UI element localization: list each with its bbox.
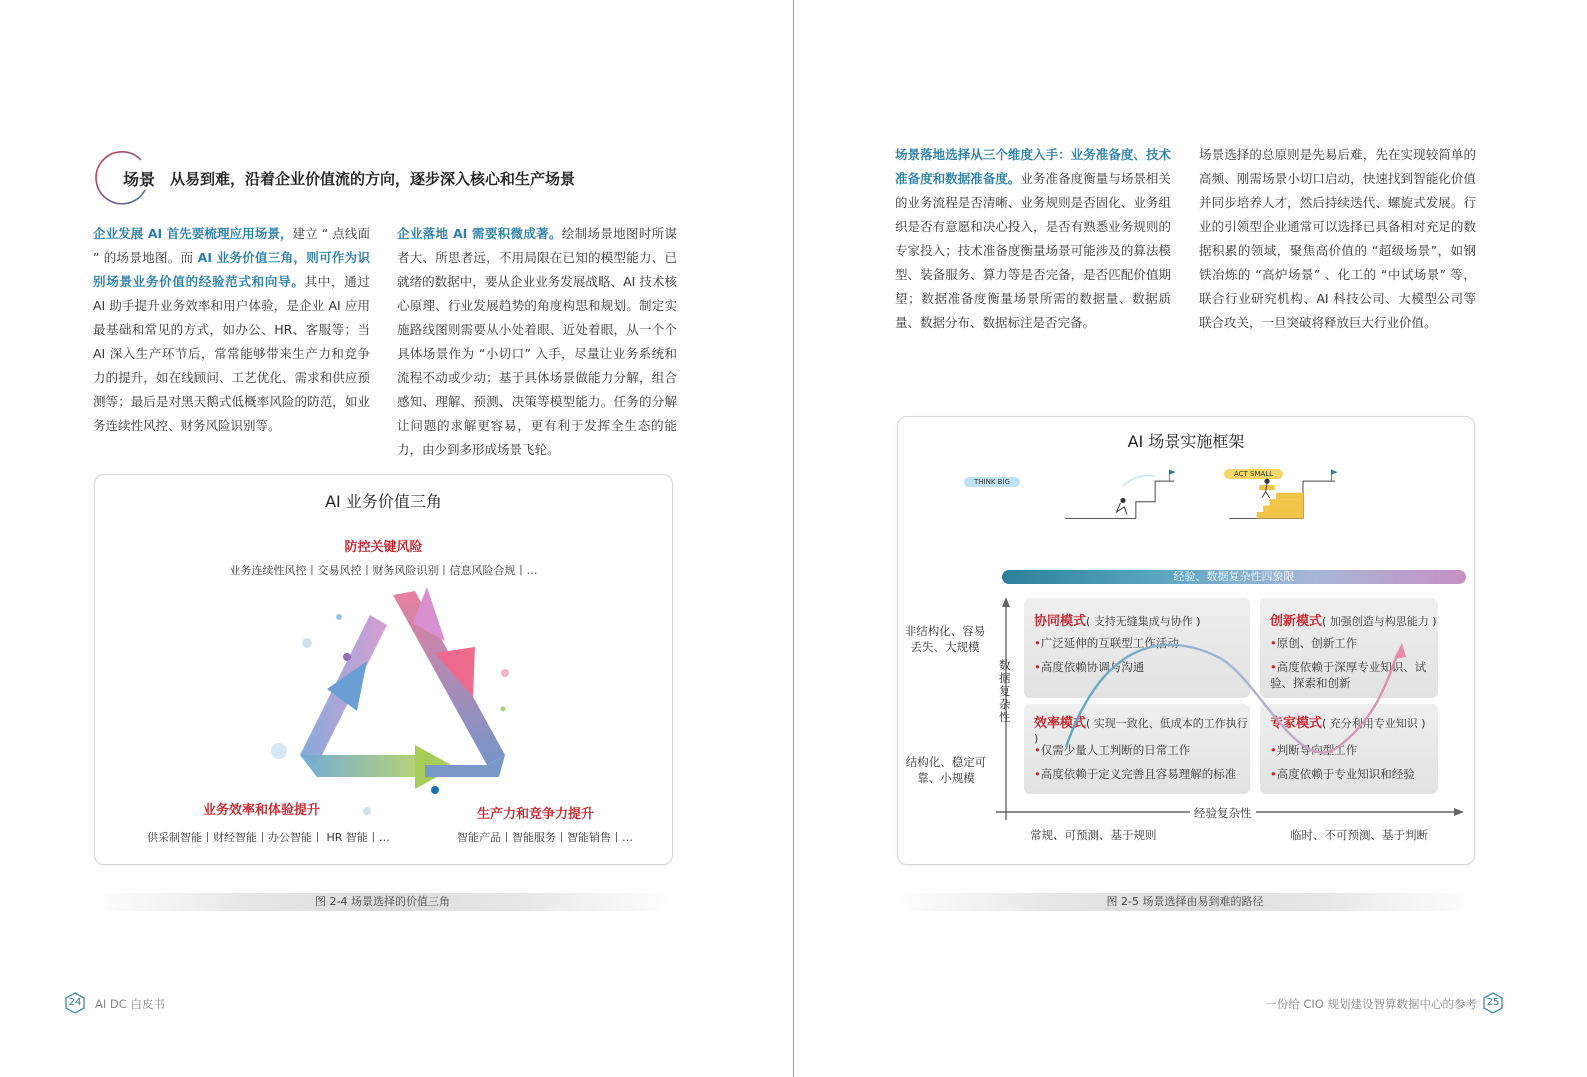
y-bottom-label: 结构化、稳定可靠、小规模 [905, 755, 987, 785]
figure-title: AI 业务价值三角 [325, 492, 442, 511]
efficiency-mode-box [1024, 704, 1250, 794]
mode-item: •判断导向型工作 [1270, 743, 1358, 757]
mode-name: 专家模式 [1270, 716, 1323, 731]
section-title: 从易到难，沿着企业价值流的方向，逐步深入核心和生产场景 [170, 170, 576, 188]
mode-sub: ( 实现一致化、低成本的工作执行 ) [1034, 717, 1248, 745]
right-page [794, 0, 1587, 1077]
mode-sub: ( 支持无缝集成与协作 ) [1086, 615, 1201, 628]
act-small-badge: ACT SMALL [1224, 469, 1283, 479]
left-col2-highlight: 企业落地 AI 需要积微成著。 [397, 226, 562, 241]
think-big-badge: THINK BIG [964, 477, 1020, 487]
section-header [95, 150, 715, 210]
right-col1-text [895, 143, 1171, 335]
section-label: 场景 [123, 170, 156, 189]
right-col2-body: 场景选择的总原则是先易后难，先在实现较简单的高频、刚需场景小切口启动，快速找到智能化价值并同步培养人才，然后持续迭代、螺旋式发展。行业的引领型企业通常可以选择已具备相对充足的数据积累的领域，聚焦高价值的 “超级场景”，如钢铁冶炼的 “高炉场景” 、化工的 “中试场景” 等，联合行业研究机构、AI 科技公司、大模型公司等联合攻关，一旦突破将释放巨大行业价值。 [1199, 147, 1476, 330]
mode-item: •高度依赖于定义完善且容易理解的标准 [1034, 767, 1237, 781]
right-col1-highlight: 场景落地选择从三个维度入手：业务准备度、技术准备度和数据准备度。 [895, 147, 1171, 186]
page-number: 25 [1486, 997, 1500, 1008]
left-col2-text-a: 绘制场景地图时所谋者大、所思者远，不用局限在已知的模型能力、已就绪的数据中，要从企业业务发展战略、AI 技术核心原理、行业发展趋势的角度构思和规划。制定实施路线图则需要从小处着眼、近处着眼，从一个个具体场景作为 “小切口” 入手，尽量让业务系统和流程不动或少动；基于具体场景做能力分解，组合感知、理解、预测、决策等模型能力。任务的分解让问题的求解更容易，更有利于发挥全生态的能力，由少到多形成场景飞轮。 [397, 226, 677, 457]
x-left-label: 常规、可预测、基于规则 [1030, 828, 1157, 842]
left-col1-highlight2: AI 业务价值三角，则可作为识别场景业务价值的经验范式和向导。 [93, 250, 370, 289]
footer-text: AI DC 白皮书 [95, 997, 165, 1011]
value-triangle-figure [94, 474, 673, 865]
left-col1-highlight: 企业发展 AI 首先要梳理应用场景， [93, 226, 293, 241]
y-axis-label: 数据复杂性 [999, 658, 1011, 724]
top-label: 防控关键风险 [344, 540, 423, 555]
left-items: 供采制智能丨财经智能丨办公智能丨 HR 智能丨… [147, 831, 390, 844]
left-col2-text [397, 222, 677, 462]
mode-item: •仅需少量人工判断的日常工作 [1034, 743, 1191, 757]
innovation-mode-box [1260, 598, 1438, 698]
left-col1-text [93, 222, 370, 438]
footer-text: 一份给 CIO 规划建设智算数据中心的参考 [1265, 997, 1477, 1011]
left-label: 业务效率和体验提升 [203, 803, 321, 818]
mode-name: 效率模式 [1034, 716, 1087, 731]
framework-title: AI 场景实施框架 [1127, 432, 1245, 451]
page-number: 24 [68, 997, 82, 1008]
triangle-arrow-bottom [300, 755, 423, 777]
mode-item: •高度依赖于专业知识和经验 [1270, 767, 1415, 781]
right-items: 智能产品丨智能服务丨智能销售丨… [457, 831, 633, 844]
figure-caption: 图 2-5 场景选择由易到难的路径 [897, 893, 1473, 911]
mode-sub: ( 加强创造与构思能力 ) [1322, 615, 1437, 628]
top-items: 业务连续性风控丨交易风控丨财务风险识别丨信息风险合规丨… [229, 564, 538, 577]
left-col1-text-a: 建立 “ 点线面 ” 的场景地图。而 [93, 226, 370, 265]
left-page [0, 0, 793, 1077]
right-col1-body: 业务准备度衡量与场景相关的业务流程是否清晰、业务规则是否固化、业务组织是否有意愿和决心投入，是否有熟悉业务规则的专家投入；技术准备度衡量场景可能涉及的算法模型、装备服务、算力等是否完备，是否匹配价值期望；数据准备度衡量场景所需的数据量、数据质量、数据分布、数据标注是否完备。 [895, 171, 1171, 330]
figure-caption: 图 2-4 场景选择的价值三角 [94, 893, 671, 911]
collaboration-mode-box [1024, 598, 1250, 698]
y-top-label: 非结构化、容易丢失、大规模 [904, 624, 986, 654]
left-col1-text-b: 其中，通过 AI 助手提升业务效率和用户体验，是企业 AI 应用最基础和常见的方式，如办公、HR、客服等；当 AI 深入生产环节后，常常能够带来生产力和竞争力的提升，如在线顾问、工艺优化、需求和供应预测等；最后是对黑天鹅式低概率风险的防范，如业务连续性风控、财务风险识别等。 [93, 274, 370, 433]
expert-mode-box [1260, 704, 1438, 794]
triangle-arrow-right [393, 591, 505, 765]
mode-name: 协同模式 [1034, 614, 1087, 629]
mode-item: •广泛延伸的互联型工作活动 [1034, 636, 1179, 650]
x-right-label: 临时、不可预测、基于判断 [1290, 828, 1428, 842]
mode-name: 创新模式 [1270, 614, 1323, 629]
scenario-framework-figure [897, 416, 1475, 865]
mode-item: •高度依赖协调与沟通 [1034, 660, 1145, 674]
right-col2-text [1199, 143, 1476, 335]
x-axis-label: 经验复杂性 [1190, 805, 1256, 821]
right-label: 生产力和竞争力提升 [477, 807, 595, 822]
mode-item: •高度依赖于深厚专业知识、试验、探索和创新 [1270, 660, 1427, 690]
mode-sub: ( 充分利用专业知识 ) [1322, 717, 1426, 730]
mode-item: •原创、创新工作 [1270, 636, 1358, 650]
quadrant-band-label: 经验、数据复杂性四象限 [1173, 570, 1295, 583]
